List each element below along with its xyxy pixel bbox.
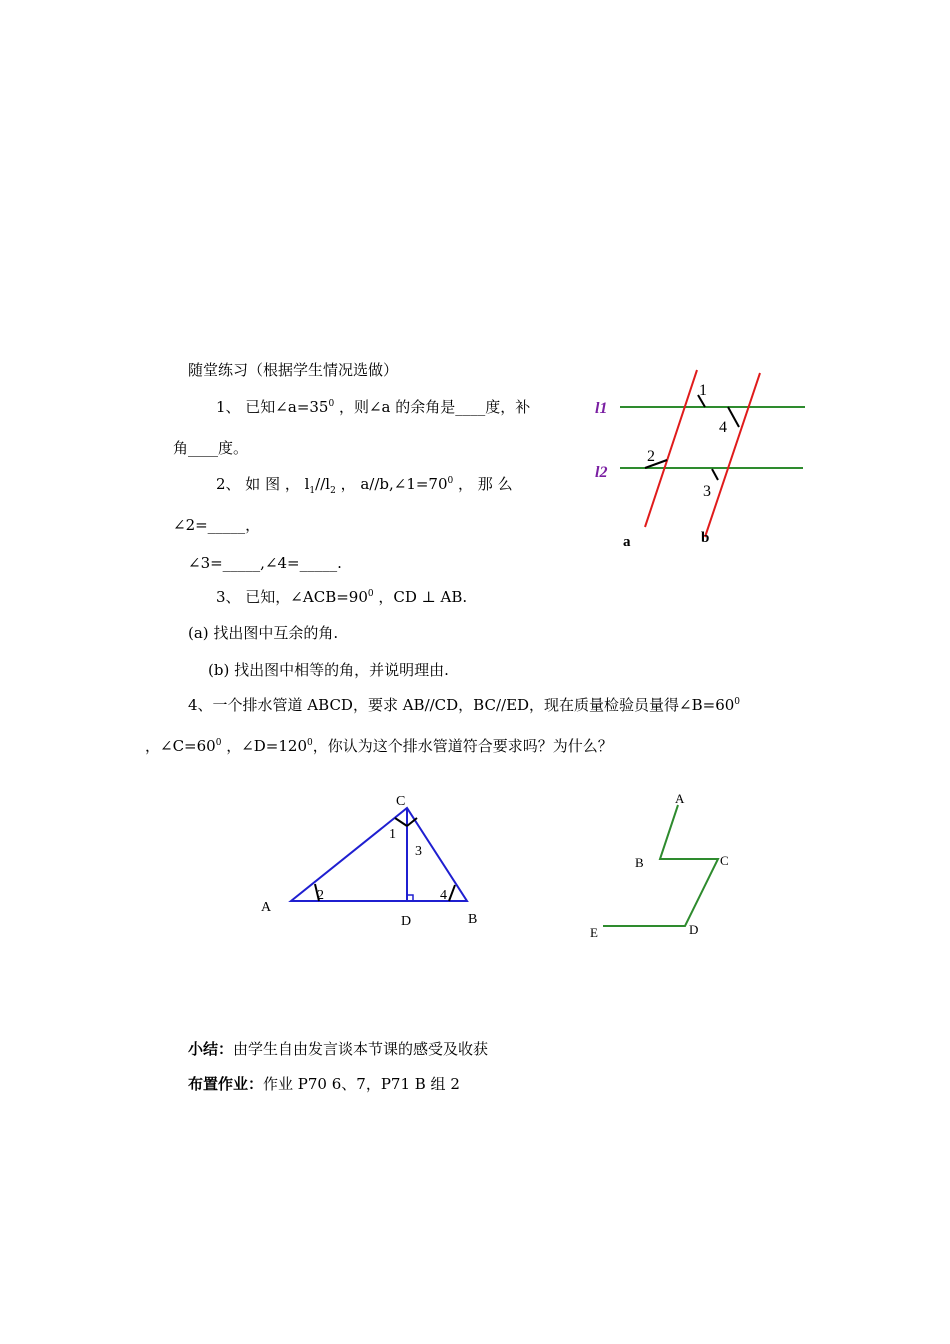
q2-degree: 0	[447, 476, 454, 486]
label-b: b	[701, 530, 710, 546]
label-E: E	[590, 925, 598, 940]
q1-text: 1、 已知∠a=35	[216, 398, 329, 416]
homework-label: 布置作业：	[188, 1075, 264, 1093]
question-1-line1	[216, 397, 530, 417]
label-2: 2	[647, 448, 655, 465]
question-3-line1	[216, 587, 467, 607]
label-B: B	[635, 855, 644, 870]
label-a: a	[623, 534, 631, 550]
angle-4-mark	[449, 885, 455, 901]
parallel-lines-figure	[585, 365, 815, 555]
label-D: D	[689, 922, 699, 937]
line-b	[705, 373, 760, 537]
question-3-a: (a) 找出图中互余的角.	[188, 624, 339, 642]
question-2-line2: ∠2=_____，	[173, 516, 261, 534]
question-3-b: (b) 找出图中相等的角，并说明理由.	[208, 661, 449, 679]
q2-sub1: 1	[309, 486, 316, 496]
label-C: C	[396, 794, 406, 809]
q1-degree: 0	[328, 399, 335, 409]
angle-1-mark	[395, 818, 407, 826]
question-4-line2	[145, 736, 613, 756]
q2-sub2: 2	[330, 486, 336, 496]
section-title: 随堂练习（根据学生情况选做）	[188, 361, 399, 379]
q2-rest2: ， 那 么	[453, 475, 513, 493]
label-B: B	[468, 912, 478, 927]
label-2: 2	[317, 888, 324, 903]
q4-text: 4、一个排水管道 ABCD，要求 AB//CD，BC//ED，现在质量检验员量得∠B=60	[188, 696, 735, 714]
q2-mid: //l	[315, 475, 331, 493]
label-l1: l1	[595, 400, 608, 417]
q4-degree3: 0	[307, 738, 313, 748]
q2-rest: ， a//b,∠1=70	[335, 475, 448, 493]
q4-degree1: 0	[734, 697, 741, 707]
triangle-figure	[255, 788, 485, 933]
angle-3-mark	[712, 469, 718, 480]
question-2-line1	[216, 474, 513, 494]
q4-text2c: ，你认为这个排水管道符合要求吗？为什么？	[312, 737, 613, 755]
summary-text: 由学生自由发言谈本节课的感受及收获	[233, 1040, 489, 1058]
label-4: 4	[719, 419, 727, 436]
label-1: 1	[389, 827, 396, 842]
question-1-line2: 角____度。	[173, 439, 249, 457]
label-l2: l2	[595, 464, 608, 481]
q3-text: 3、 已知，∠ACB=90	[216, 588, 368, 606]
q4-text2b: ，∠D=120	[221, 737, 307, 755]
summary-label: 小结：	[188, 1040, 234, 1058]
label-A: A	[261, 900, 272, 915]
q4-degree2: 0	[215, 738, 222, 748]
q3-text-rest: ，CD ⊥ AB.	[373, 588, 468, 606]
homework-text: 作业 P70 6、7，P71 B 组 2	[263, 1075, 460, 1093]
label-C: C	[720, 853, 729, 868]
question-4-line1	[188, 695, 740, 715]
label-3: 3	[703, 483, 711, 500]
homework	[188, 1074, 460, 1094]
pipe-ABCDE	[603, 805, 718, 926]
q4-text2a: ，∠C=60	[145, 737, 216, 755]
label-A: A	[675, 791, 685, 806]
summary	[188, 1039, 488, 1059]
q3-degree: 0	[367, 589, 374, 599]
q2-prefix: 2、 如 图 ， l	[216, 475, 310, 493]
label-4: 4	[440, 888, 447, 903]
label-1: 1	[699, 382, 707, 399]
pipe-figure	[585, 788, 745, 948]
label-3: 3	[415, 844, 422, 859]
label-D: D	[401, 914, 412, 929]
question-2-line3: ∠3=_____,∠4=_____.	[188, 554, 342, 572]
angle-4-mark	[728, 407, 739, 427]
q1-text-rest: ，则∠a 的余角是____度，补	[334, 398, 531, 416]
